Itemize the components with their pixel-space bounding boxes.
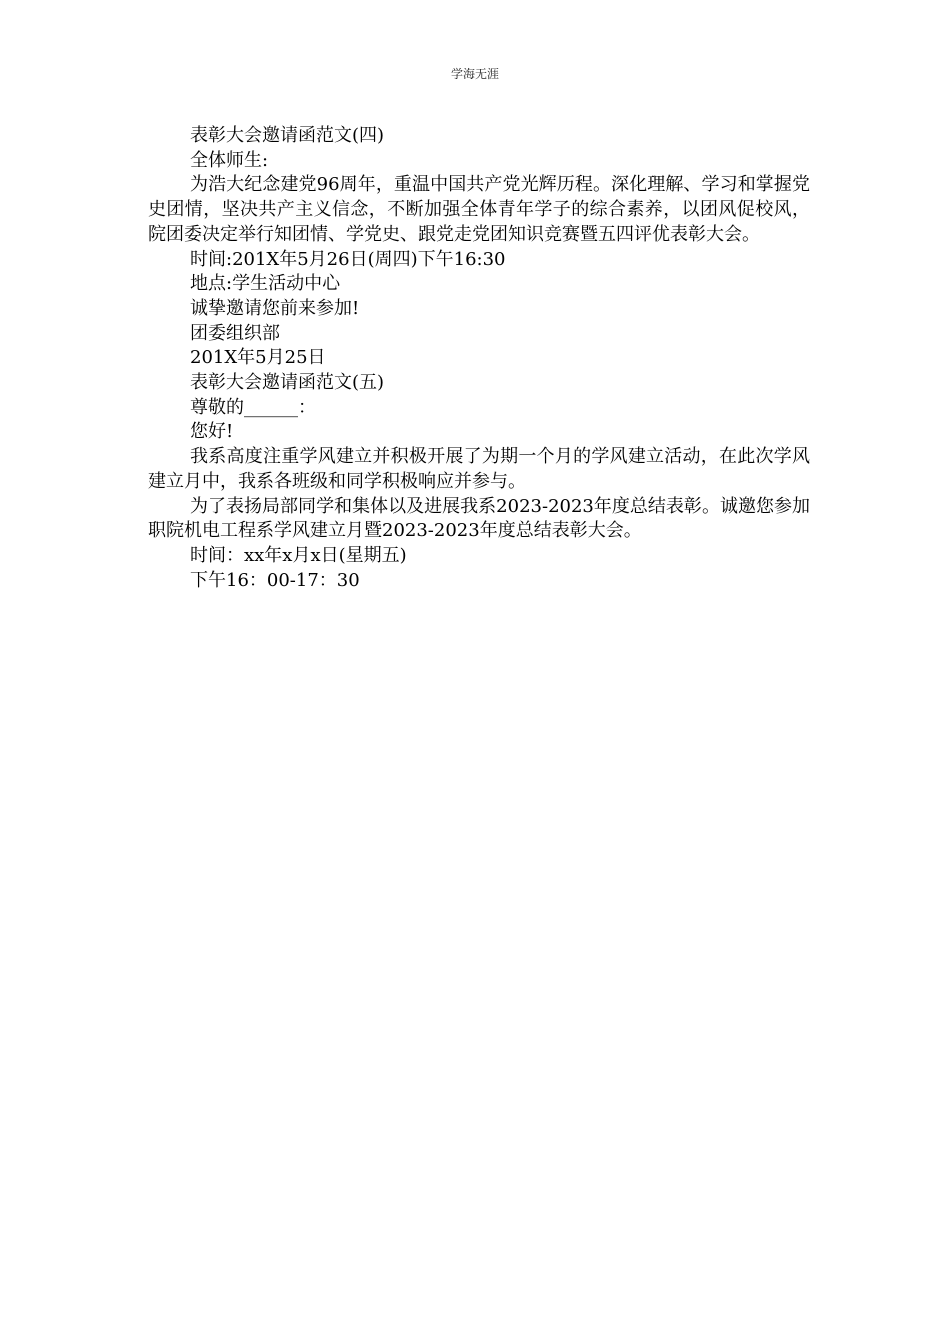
event-time: 时间：xx年x月x日(星期五): [190, 544, 407, 566]
greeting: 您好!: [190, 421, 234, 443]
invitation-line: 诚挚邀请您前来参加!: [190, 297, 360, 319]
event-time-range: 下午16：00-17：30: [190, 569, 360, 591]
document-body: [148, 124, 810, 593]
salutation: 全体师生:: [190, 149, 269, 171]
body-paragraph: 为浩大纪念建党96周年，重温中国共产党光辉历程。深化理解、学习和掌握党史团情，坚决共产主义信念，不断加强全体青年学子的综合素养，以团风促校风，院团委决定举行知团情、学党史、跟党走党团知识竞赛暨五四评优表彰大会。: [148, 174, 810, 245]
body-paragraph: 我系高度注重学风建立并积极开展了为期一个月的学风建立活动，在此次学风建立月中，我系各班级和同学积极响应并参与。: [148, 446, 810, 492]
page-header: 学海无涯: [450, 67, 499, 81]
event-location: 地点:学生活动中心: [190, 273, 341, 295]
section-title-four: 表彰大会邀请函范文(四): [190, 125, 385, 146]
salutation: 尊敬的______：: [190, 396, 316, 418]
body-paragraph: 为了表扬局部同学和集体以及进展我系2023-2023年度总结表彰。诚邀您参加职院机电工程系学风建立月暨2023-2023年度总结表彰大会。: [148, 495, 810, 542]
section-title-five: 表彰大会邀请函范文(五): [190, 372, 385, 394]
organizer-signature: 团委组织部: [190, 322, 280, 344]
signature-date: 201X年5月25日: [190, 347, 326, 369]
event-time: 时间:201X年5月26日(周四)下午16:30: [190, 248, 506, 270]
